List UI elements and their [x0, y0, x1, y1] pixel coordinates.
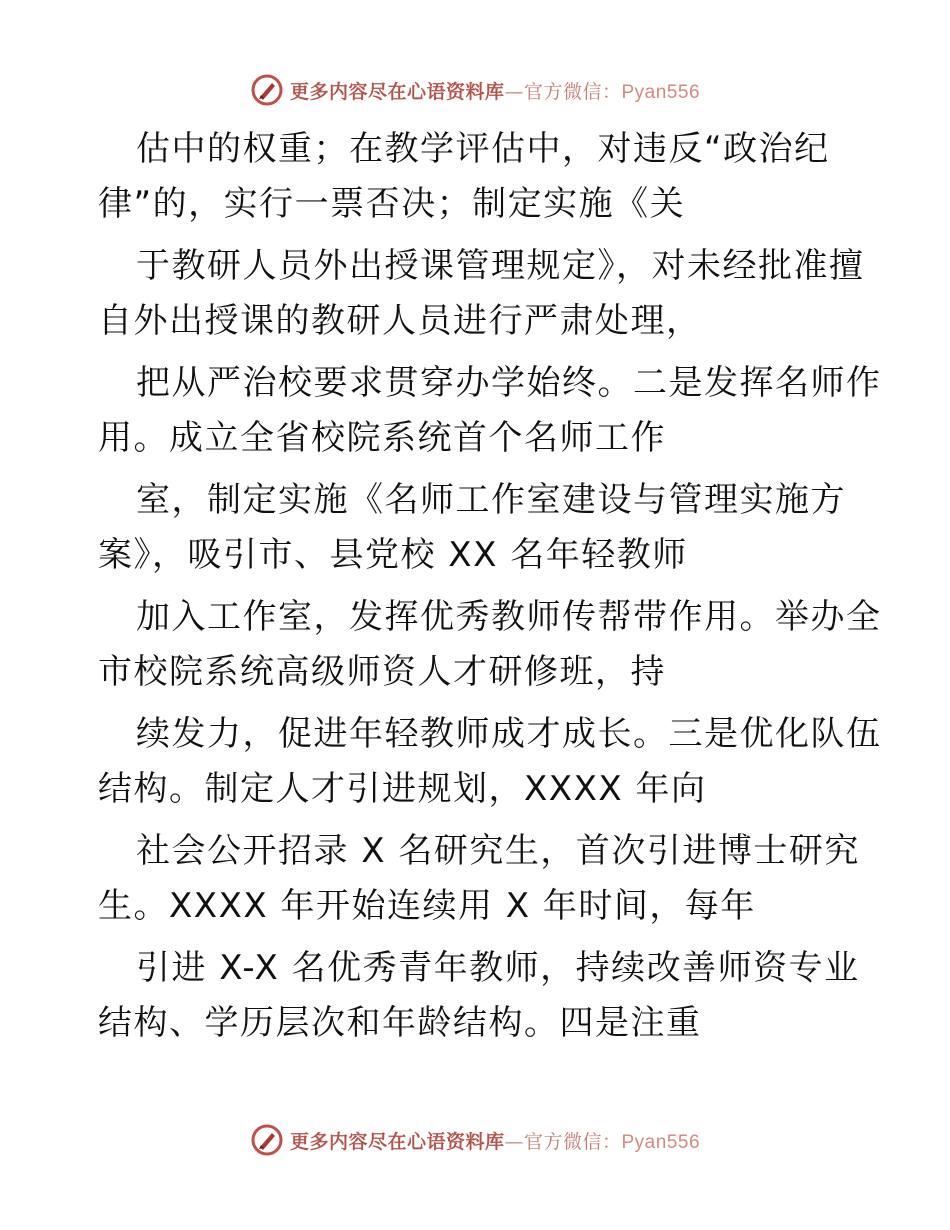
- body-line: 生。XXXX 年开始连续用 X 年时间，每年: [98, 886, 756, 926]
- body-line: 室，制定实施《名师工作室建设与管理实施方: [136, 480, 846, 520]
- body-line: 律”的，实行一票否决；制定实施《关: [98, 184, 686, 224]
- body-line: 用。成立全省校院系统首个名师工作: [98, 418, 666, 458]
- footer-wechat-label: 官方微信：: [523, 1130, 622, 1153]
- body-line: 市校院系统高级师资人才研修班，持: [98, 652, 666, 692]
- footer-banner-text: [290, 1127, 700, 1154]
- body-line: 续发力，促进年轻教师成才成长。三是优化队伍: [136, 714, 882, 754]
- header-wechat-label: 官方微信：: [523, 80, 622, 103]
- footer-wechat-id: Pyan556: [621, 1131, 701, 1153]
- body-line: 自外出授课的教研人员进行严肃处理，: [98, 301, 702, 341]
- footer-banner: [0, 1120, 950, 1160]
- body-line: 结构、学历层次和年龄结构。四是注重: [98, 1003, 702, 1043]
- header-dash: —: [504, 80, 524, 103]
- body-line: 社会公开招录 X 名研究生，首次引进博士研究: [136, 831, 860, 871]
- body-line: 加入工作室，发挥优秀教师传帮带作用。举办全: [136, 597, 882, 637]
- footer-dash: —: [504, 1130, 524, 1153]
- brand-logo-icon: [250, 73, 284, 107]
- body-line: 案》，吸引市、县党校 XX 名年轻教师: [98, 535, 688, 575]
- header-brand: 更多内容尽在心语资料库: [289, 80, 505, 103]
- body-line: 把从严治校要求贯穿办学始终。二是发挥名师作: [136, 363, 882, 403]
- footer-brand: 更多内容尽在心语资料库: [289, 1130, 505, 1153]
- body-line: 估中的权重；在教学评估中，对违反“政治纪: [136, 129, 830, 169]
- header-banner: [0, 70, 950, 110]
- header-banner-text: [290, 77, 700, 104]
- brand-logo-icon: [250, 1123, 284, 1157]
- body-line: 引进 X-X 名优秀青年教师，持续改善师资专业: [136, 948, 860, 988]
- body-line: 结构。制定人才引进规划，XXXX 年向: [98, 769, 707, 809]
- header-wechat-id: Pyan556: [621, 81, 701, 103]
- body-line: 于教研人员外出授课管理规定》，对未经批准擅: [136, 246, 865, 286]
